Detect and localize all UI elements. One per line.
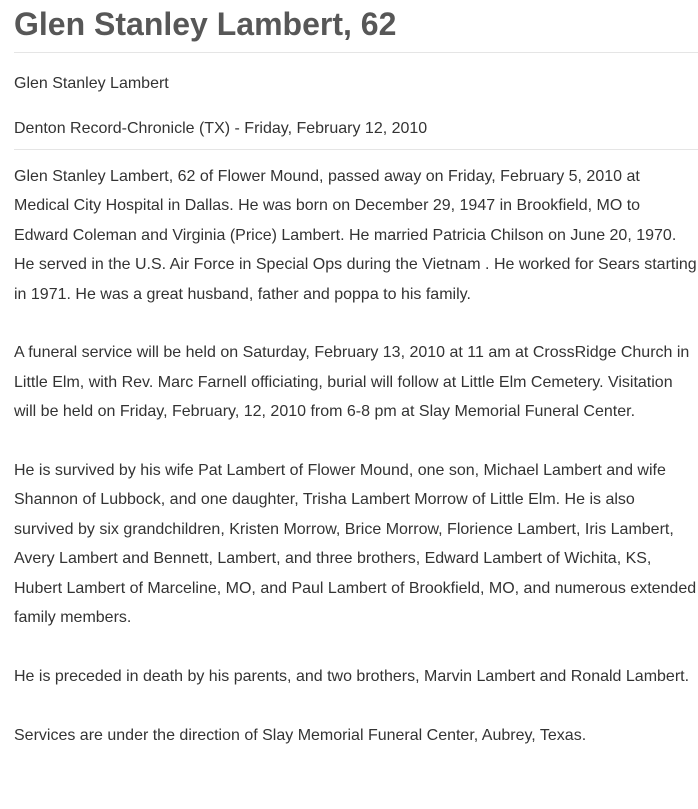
title-divider [14, 52, 698, 53]
page-title: Glen Stanley Lambert, 62 [14, 6, 397, 42]
obituary-paragraph-services: A funeral service will be held on Saturday, February 13, 2010 at 11 am at CrossRidge Church in Little Elm, with Rev. Marc Farnell officiating, burial will follow at Little Elm Cemetery. Visitation will be held on Friday, February, 12, 2010 from 6-8 pm at Slay Memorial Funeral Center. [14, 344, 690, 421]
obituary-paragraph-funeral-home: Services are under the direction of Slay Memorial Funeral Center, Aubrey, Texas. [14, 726, 587, 744]
obituary-paragraph-preceded: He is preceded in death by his parents, and two brothers, Marvin Lambert and Ronald Lambert. [14, 667, 690, 685]
deceased-name: Glen Stanley Lambert [14, 75, 169, 92]
obituary-paragraph-survivors: He is survived by his wife Pat Lambert of Flower Mound, one son, Michael Lambert and wife Shannon of Lubbock, and one daughter, Trisha Lambert Morrow of Little Elm. He is also survived by six grandchildren, Kristen Morrow, Brice Morrow, Florience Lambert, Iris Lambert, Avery Lambert and Bennett, Lambert, and three brothers, Edward Lambert of Wichita, KS, Hubert Lambert of Marceline, MO, and Paul Lambert of Brookfield, MO, and numerous extended family members. [14, 462, 697, 627]
obituary-paragraph-biography: Glen Stanley Lambert, 62 of Flower Mound, passed away on Friday, February 5, 2010 at Medical City Hospital in Dallas. He was born on December 29, 1947 in Brookfield, MO to Edward Coleman and Virginia (Price) Lambert. He married Patricia Chilson on June 20, 1970. He served in the U.S. Air Force in Special Ops during the Vietnam . He worked for Sears starting in 1971. He was a great husband, father and poppa to his family. [14, 168, 697, 303]
source-divider [14, 149, 698, 150]
obituary-body [14, 162, 698, 750]
publication-source: Denton Record-Chronicle (TX) - Friday, February 12, 2010 [14, 120, 428, 137]
